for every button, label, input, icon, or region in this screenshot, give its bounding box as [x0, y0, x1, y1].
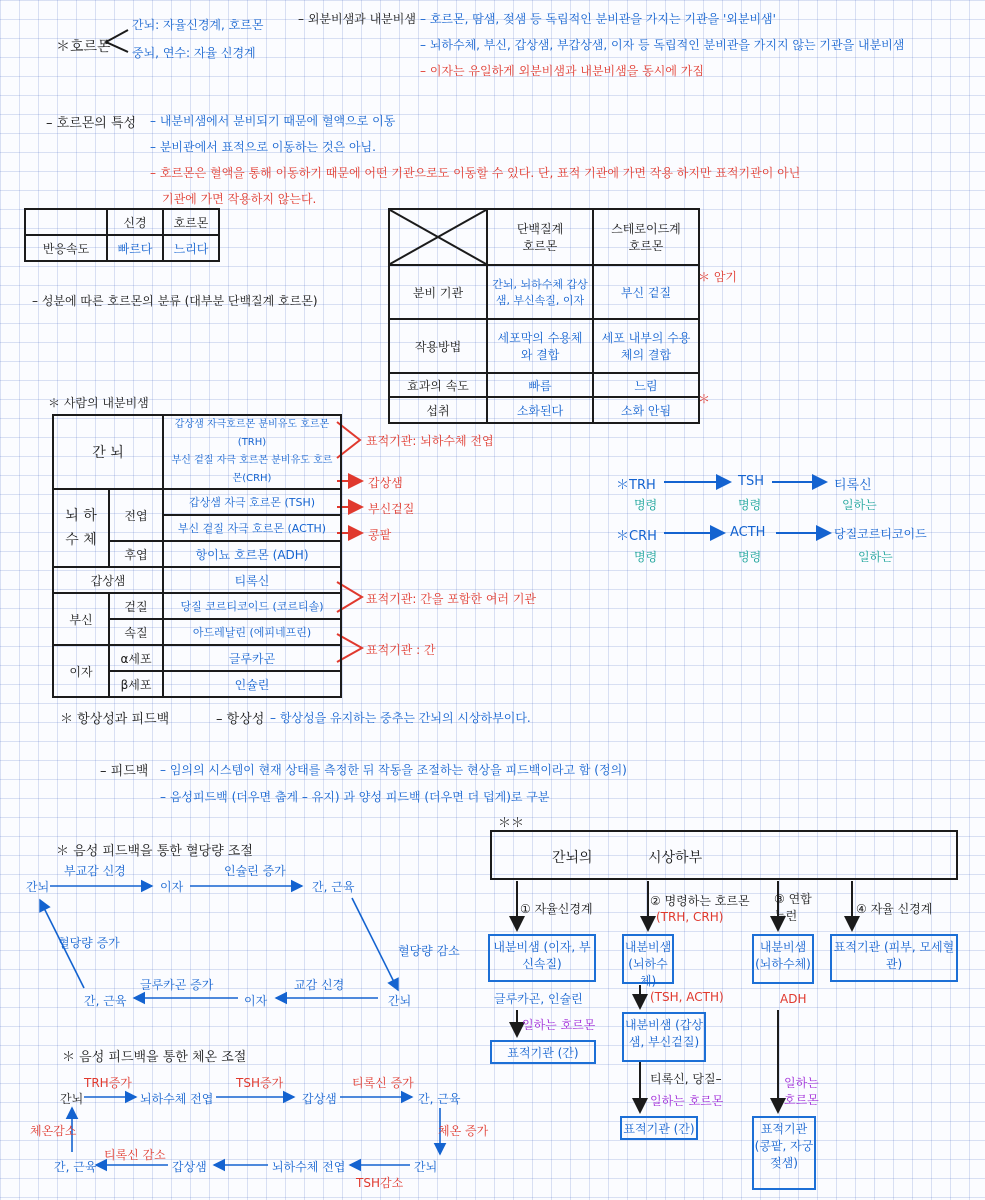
steroid-line2: 호르몬	[628, 239, 664, 253]
classification	[32, 292, 318, 309]
axis-sub: 일하는	[842, 498, 877, 512]
thyroid-adrenal-box: 내분비샘 (갑상샘, 부신겉질)	[622, 1012, 706, 1062]
speed-hormone-value: 느리다	[163, 235, 219, 261]
endocrine-heading: ＊ 사람의 내분비샘	[48, 396, 149, 410]
homeostasis-heading: ＊ 항상성과 피드백	[60, 712, 170, 727]
compare-cell: 간뇌, 뇌하수체 갑상샘, 부신속질, 이자	[487, 265, 593, 319]
hormone-cell: 아드레날린 (에피네프린)	[163, 619, 341, 645]
target-note: 표적기관: 간을 포함한 여러 기관	[366, 592, 536, 606]
speed-header-empty	[25, 209, 107, 235]
target-note: 표적기관 : 간	[366, 643, 436, 657]
hormone-cell: 항이뇨 호르몬 (ADH)	[163, 541, 341, 567]
hormone-branch-1: 간뇌: 자율신경계, 호르몬	[132, 18, 264, 32]
target-organ-box: 표적기관 (피부, 모세혈관)	[830, 934, 958, 982]
target-note: 콩팥	[368, 528, 392, 542]
branch-sub: (TRH, CRH)	[656, 910, 724, 924]
memorize-note: ＊ 암기	[698, 270, 737, 284]
protein-line1: 단백질계	[516, 222, 564, 236]
temp-node: 갑상샘	[302, 1092, 337, 1106]
homeostasis-text: – 항상성을 유지하는 중추는 간뇌의 시상하부이다.	[270, 711, 531, 725]
branch-label: ③ 연합 뉴런	[774, 892, 812, 923]
axis-node: 티록신	[834, 478, 872, 493]
organ-cell: 뇌 하 수 체	[53, 489, 109, 567]
sub-organ-cell: 속질	[109, 619, 163, 645]
organ-cell: 부신	[53, 593, 109, 645]
hormone-text: 부신 겉질 자극 호르몬 분비유도 호르몬(CRH)	[171, 455, 333, 484]
compare-cell: 빠름	[487, 373, 593, 397]
feature-line: 기관에 가면 작용하지 않는다.	[162, 192, 317, 206]
speed-row-label: 반응속도	[25, 235, 107, 261]
target-note: 갑상샘	[368, 476, 403, 490]
speed-header-hormone: 호르몬	[163, 209, 219, 235]
endocrine-gland-box: 내분비샘 (이자, 부신속질)	[488, 934, 596, 982]
sub-organ-cell: 전엽	[109, 489, 163, 541]
compare-row-label: 효과의 속도	[389, 373, 487, 397]
exo-endo-line: – 뇌하수체, 부신, 갑상샘, 부갑상샘, 이자 등 독립적인 분비관을 가지지 않는 기관을 내분비샘	[420, 38, 905, 52]
axis-node: TSH	[738, 474, 764, 489]
glucose-edge: 혈당량 감소	[398, 944, 460, 958]
compare-header-protein	[487, 209, 593, 265]
axis-sub: 일하는	[858, 550, 893, 564]
glucose-node: 이자	[160, 880, 184, 894]
compare-corner	[389, 209, 487, 265]
temp-node: 간뇌	[60, 1092, 84, 1106]
target-organ-box: 표적기관 (간)	[620, 1116, 698, 1140]
target-note: 부신겉질	[368, 502, 415, 516]
feedback-line: – 임의의 시스템이 현재 상태를 측정한 뒤 작동을 조절하는 현상을 피드백이라고 함 (정의)	[160, 763, 627, 777]
compare-table	[388, 208, 700, 424]
organ-cell: 갑상샘	[53, 567, 163, 593]
sub-organ-cell: α세포	[109, 645, 163, 671]
glucose-node: 간뇌	[388, 994, 412, 1008]
memorize-mark: ＊	[698, 392, 711, 406]
hypothalamus-title-1: 간뇌의	[552, 850, 593, 866]
branch-hormone: 글루카곤, 인슐린	[494, 992, 583, 1006]
target-organ-box: 표적기관 (간)	[490, 1040, 596, 1064]
branch-label: ④ 자율 신경계	[856, 902, 933, 916]
feature-line: – 분비관에서 표적으로 이동하는 것은 아님.	[150, 140, 376, 154]
branch-hormone: ADH	[780, 992, 807, 1006]
hormone-cell: 인슐린	[163, 671, 341, 697]
temp-edge: TSH증가	[236, 1076, 284, 1090]
branch-work: 일하는 호르몬	[650, 1094, 724, 1108]
hypothalamus-star: ＊＊	[498, 816, 525, 831]
temp-edge: TSH감소	[356, 1176, 404, 1190]
organ-cell: 간 뇌	[53, 415, 163, 489]
axis-node: ＊CRH	[616, 529, 657, 544]
temp-edge: 체온감소	[30, 1124, 77, 1138]
hormone-cell: 글루카곤	[163, 645, 341, 671]
temp-node: 갑상샘	[172, 1160, 207, 1174]
glucose-node: 간뇌	[26, 880, 50, 894]
feedback-line: – 음성피드백 (더우면 춥게 – 유지) 과 양성 피드백 (더우면 더 덥게)로 구분	[160, 790, 550, 804]
compare-cell: 소화 안됨	[593, 397, 699, 423]
temp-node: 간, 근육	[418, 1092, 461, 1106]
glucose-node: 간, 근육	[312, 880, 355, 894]
axis-sub: 명령	[738, 498, 762, 512]
hormone-branch-2: 중뇌, 연수: 자율 신경계	[132, 46, 256, 60]
exo-endo-heading: – 외분비샘과 내분비샘	[298, 12, 416, 26]
glucose-edge: 글루카곤 증가	[140, 978, 214, 992]
homeostasis-label: – 항상성	[216, 712, 265, 727]
temp-node: 간뇌	[414, 1160, 438, 1174]
hormone-cell: 부신 겉질 자극 호르몬 (ACTH)	[163, 515, 341, 541]
pituitary-box: 내분비샘 (뇌하수체)	[622, 934, 674, 984]
glucose-edge: 인슐린 증가	[224, 864, 286, 878]
features-heading: – 호르몬의 특성	[46, 116, 137, 131]
axis-node: ＊TRH	[616, 478, 656, 493]
compare-row-label: 분비 기관	[389, 265, 487, 319]
axis-node: ACTH	[730, 525, 766, 540]
exo-endo-line: – 이자는 유일하게 외분비샘과 내분비샘을 동시에 가짐	[420, 64, 704, 78]
speed-header-nerve: 신경	[107, 209, 163, 235]
hormone-cell: 갑상샘 자극 호르몬 (TSH)	[163, 489, 341, 515]
glucose-node: 이자	[244, 994, 268, 1008]
temp-node: 뇌하수체 전엽	[140, 1092, 214, 1106]
pituitary-box: 내분비샘 (뇌하수체)	[752, 934, 814, 984]
speed-table	[24, 208, 220, 262]
classification-text: – 성분에 따른 호르몬의 분류 (대부분 단백질계 호르몬)	[32, 294, 318, 308]
temp-heading: ＊ 음성 피드백을 통한 체온 조절	[62, 1050, 247, 1065]
organ-cell: 이자	[53, 645, 109, 697]
hypothalamus-box	[490, 830, 958, 880]
branch-hormone: (TSH, ACTH)	[650, 990, 724, 1004]
sub-organ-cell: 겉질	[109, 593, 163, 619]
temp-edge: 티록신 감소	[104, 1148, 166, 1162]
glucose-edge: 부교감 신경	[64, 864, 126, 878]
compare-cell: 소화된다	[487, 397, 593, 423]
hypothalamus-title-2: 시상하부	[648, 850, 703, 866]
compare-cell: 느림	[593, 373, 699, 397]
temp-node: 뇌하수체 전엽	[272, 1160, 346, 1174]
compare-row-label: 작용방법	[389, 319, 487, 373]
temp-edge: 체온 증가	[438, 1124, 489, 1138]
axis-sub: 명령	[634, 550, 658, 564]
glucose-node: 간, 근육	[84, 994, 127, 1008]
compare-cell: 세포막의 수용체와 결합	[487, 319, 593, 373]
sub-organ-cell: 후엽	[109, 541, 163, 567]
temp-node: 간, 근육	[54, 1160, 97, 1174]
glucose-heading: ＊ 음성 피드백을 통한 혈당량 조절	[56, 844, 253, 859]
branch-work: 일하는 호르몬	[784, 1076, 819, 1107]
hormone-cell: 티록신	[163, 567, 341, 593]
branch-hormone-2: 티록신, 당질–	[650, 1072, 722, 1086]
target-organ-box: 표적기관 (콩팥, 자궁 젖샘)	[752, 1116, 816, 1190]
endocrine-table	[52, 414, 342, 698]
branch-work: 일하는 호르몬	[522, 1018, 596, 1032]
corner-cross	[390, 210, 486, 264]
steroid-line1: 스테로이드계	[611, 222, 681, 236]
hormone-cell	[163, 415, 341, 489]
glucose-edge: 혈당량 증가	[58, 936, 120, 950]
branch-label: ① 자율신경계	[520, 902, 593, 916]
sub-organ-cell: β세포	[109, 671, 163, 697]
axis-sub: 명령	[634, 498, 658, 512]
compare-cell: 부신 겉질	[593, 265, 699, 319]
feature-line: – 호르몬은 혈액을 통해 이동하기 때문에 어떤 기관으로도 이동할 수 있다. 단, 표적 기관에 가면 작용 하지만 표적기관이 아닌	[150, 166, 801, 180]
compare-header-steroid	[593, 209, 699, 265]
branch-label: ② 명령하는 호르몬	[650, 894, 750, 908]
compare-cell: 세포 내부의 수용체의 결합	[593, 319, 699, 373]
hormone-cell: 당질 코르티코이드 (코르티솔)	[163, 593, 341, 619]
hormone-star: ＊호르몬	[56, 39, 111, 55]
glucose-edge: 교감 신경	[294, 978, 345, 992]
axis-sub: 명령	[738, 550, 762, 564]
feature-line: – 내분비샘에서 분비되기 때문에 혈액으로 이동	[150, 114, 396, 128]
feedback-label: – 피드백	[100, 764, 149, 779]
temp-edge: 티록신 증가	[352, 1076, 414, 1090]
speed-nerve-value: 빠르다	[107, 235, 163, 261]
exo-endo-line: – 호르몬, 땀샘, 젖샘 등 독립적인 분비관을 가지는 기관을 '외분비샘'	[420, 12, 776, 26]
compare-row-label: 섭취	[389, 397, 487, 423]
axis-node: 당질코르티코이드	[834, 527, 927, 541]
protein-line2: 호르몬	[522, 239, 558, 253]
hormone-text: 갑상샘 자극호르몬 분비유도 호르몬(TRH)	[174, 419, 330, 448]
target-note: 표적기관: 뇌하수체 전엽	[366, 434, 494, 448]
temp-edge: TRH증가	[84, 1076, 132, 1090]
